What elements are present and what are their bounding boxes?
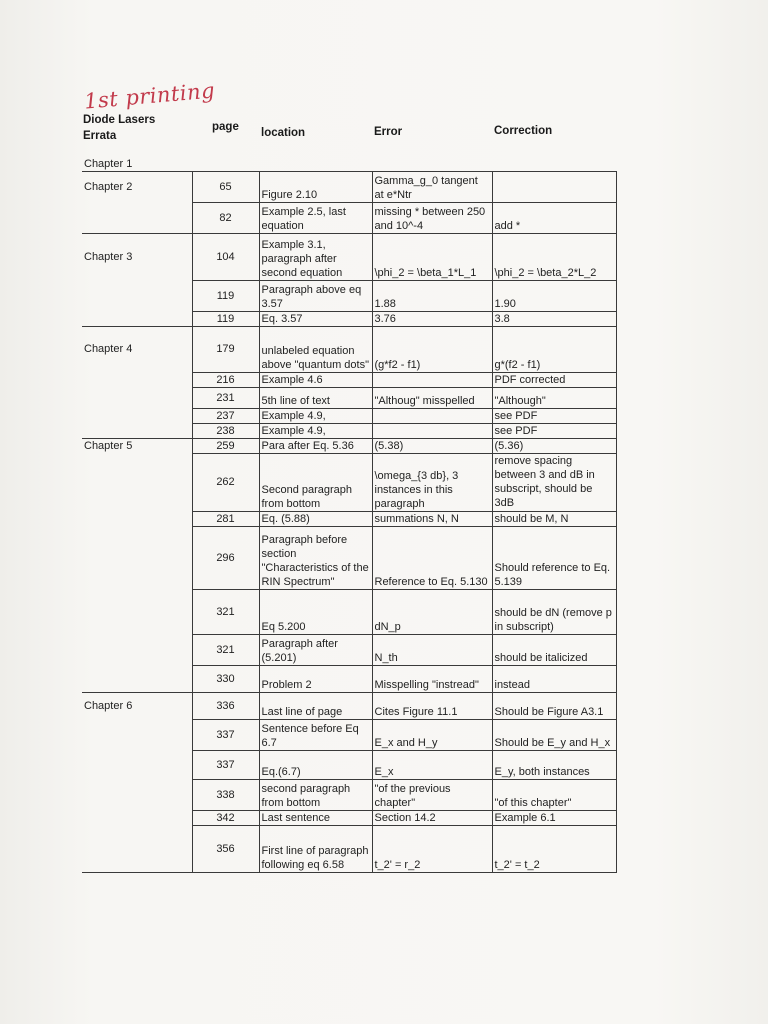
correction-cell: "Although": [492, 387, 616, 408]
handwritten-annotation: 1st printing: [83, 78, 216, 114]
correction-cell: should be dN (remove p in subscript): [492, 589, 616, 634]
table-row: [82, 408, 616, 423]
chapter-cell: [82, 453, 192, 511]
chapter-cell: [82, 372, 192, 387]
correction-cell: "of this chapter": [492, 779, 616, 810]
correction-cell: should be italicized: [492, 634, 616, 665]
location-cell: Example 4.6: [259, 372, 372, 387]
chapter-cell: [82, 202, 192, 233]
table-row: [82, 326, 616, 372]
correction-cell: Example 6.1: [492, 810, 616, 825]
chapter-cell: Chapter 5: [84, 439, 133, 452]
page-cell: 296: [192, 526, 259, 589]
location-cell: First line of paragraph following eq 6.58: [259, 825, 372, 872]
error-cell: Reference to Eq. 5.130: [372, 526, 492, 589]
location-cell: Figure 2.10: [259, 171, 372, 202]
page-cell: 231: [192, 387, 259, 408]
correction-cell: should be M, N: [492, 511, 616, 526]
table-row: [82, 171, 616, 202]
error-cell: \omega_{3 db}, 3 instances in this paragraph: [372, 453, 492, 511]
location-cell: Eq 5.200: [259, 589, 372, 634]
error-cell: summations N, N: [372, 511, 492, 526]
error-cell: E_x: [372, 750, 492, 779]
table-row: [82, 692, 616, 719]
error-cell: (5.38): [372, 438, 492, 453]
table-row: [82, 438, 616, 453]
chapter-cell: Chapter 3: [84, 250, 133, 263]
page-cell: 237: [192, 408, 259, 423]
page-cell: 262: [192, 453, 259, 511]
chapter-cell: [82, 719, 192, 750]
location-cell: Eq. (5.88): [259, 511, 372, 526]
table-row: [82, 526, 616, 589]
error-cell: t_2' = r_2: [372, 825, 492, 872]
error-cell: 3.76: [372, 311, 492, 326]
error-cell: "of the previous chapter": [372, 779, 492, 810]
chapter-cell: [82, 423, 192, 438]
chapter-cell: [82, 810, 192, 825]
page-cell: 281: [192, 511, 259, 526]
page-cell: 321: [192, 634, 259, 665]
header-error: Error: [374, 126, 403, 138]
error-cell: E_x and H_y: [372, 719, 492, 750]
correction-cell: Should be E_y and H_x: [492, 719, 616, 750]
error-cell: missing * between 250 and 10^-4: [372, 202, 492, 233]
location-cell: Para after Eq. 5.36: [259, 438, 372, 453]
error-cell: \phi_2 = \beta_1*L_1: [372, 233, 492, 280]
header-location: location: [261, 127, 306, 139]
error-cell: Cites Figure 11.1: [372, 692, 492, 719]
page-cell: 119: [192, 311, 259, 326]
page-cell: 337: [192, 719, 259, 750]
table-row: [82, 634, 616, 665]
chapter-cell: Chapter 2: [84, 180, 133, 193]
correction-cell: see PDF: [492, 423, 616, 438]
chapter-cell: [82, 779, 192, 810]
errata-table: [82, 153, 617, 873]
correction-cell: Should reference to Eq. 5.139: [492, 526, 616, 589]
page-cell: 336: [192, 692, 259, 719]
table-row: [82, 719, 616, 750]
location-cell: unlabeled equation above "quantum dots": [259, 326, 372, 372]
error-cell: Gamma_g_0 tangent at e*Ntr: [372, 171, 492, 202]
correction-cell: PDF corrected: [492, 372, 616, 387]
location-cell: Eq. 3.57: [259, 311, 372, 326]
location-cell: 5th line of text: [259, 387, 372, 408]
page-cell: 238: [192, 423, 259, 438]
page-cell: 337: [192, 750, 259, 779]
page-cell: 65: [192, 171, 259, 202]
correction-cell: remove spacing between 3 and dB in subscript, should be 3dB: [492, 453, 616, 511]
error-cell: [372, 372, 492, 387]
page-cell: 321: [192, 589, 259, 634]
correction-cell: 1.90: [492, 280, 616, 311]
location-cell: Second paragraph from bottom: [259, 453, 372, 511]
page-cell: 330: [192, 665, 259, 692]
page-cell: 119: [192, 280, 259, 311]
location-cell: Paragraph after (5.201): [259, 634, 372, 665]
table-row: [82, 511, 616, 526]
page-cell: 82: [192, 202, 259, 233]
page-cell: 216: [192, 372, 259, 387]
chapter-cell: [82, 280, 192, 311]
table-row: [82, 423, 616, 438]
error-cell: Section 14.2: [372, 810, 492, 825]
error-cell: N_th: [372, 634, 492, 665]
table-row: [82, 779, 616, 810]
location-cell: Example 4.9,: [259, 408, 372, 423]
chapter-cell: [82, 589, 192, 634]
document-title: [83, 112, 213, 144]
chapter-1-row: [82, 153, 616, 171]
header-page: page: [212, 121, 239, 133]
page-cell: 104: [192, 233, 259, 280]
correction-cell: E_y, both instances: [492, 750, 616, 779]
correction-cell: 3.8: [492, 311, 616, 326]
table-row: [82, 810, 616, 825]
error-cell: [372, 408, 492, 423]
table-row: [82, 387, 616, 408]
location-cell: Sentence before Eq 6.7: [259, 719, 372, 750]
error-cell: (g*f2 - f1): [372, 326, 492, 372]
chapter-cell: [82, 311, 192, 326]
table-row: [82, 589, 616, 634]
correction-cell: add *: [492, 202, 616, 233]
page-cell: 338: [192, 779, 259, 810]
chapter-cell: Chapter 4: [84, 343, 133, 356]
location-cell: Paragraph above eq 3.57: [259, 280, 372, 311]
page-cell: 342: [192, 810, 259, 825]
table-row: [82, 233, 616, 280]
table-row: [82, 280, 616, 311]
errata-body: [82, 153, 616, 872]
error-cell: "Althoug" misspelled: [372, 387, 492, 408]
title-line-1: Diode Lasers: [83, 114, 156, 126]
chapter-cell: [82, 634, 192, 665]
correction-cell: (5.36): [492, 438, 616, 453]
page-cell: 356: [192, 825, 259, 872]
error-cell: dN_p: [372, 589, 492, 634]
correction-cell: Should be Figure A3.1: [492, 692, 616, 719]
correction-cell: [492, 171, 616, 202]
chapter-cell: [82, 526, 192, 589]
chapter-label: Chapter 1: [82, 153, 616, 171]
correction-cell: \phi_2 = \beta_2*L_2: [492, 233, 616, 280]
chapter-cell: [82, 511, 192, 526]
table-row: [82, 372, 616, 387]
location-cell: second paragraph from bottom: [259, 779, 372, 810]
title-line-2: Errata: [83, 130, 117, 142]
chapter-cell: [82, 750, 192, 779]
correction-cell: see PDF: [492, 408, 616, 423]
location-cell: Example 2.5, last equation: [259, 202, 372, 233]
table-row: [82, 825, 616, 872]
table-row: [82, 453, 616, 511]
location-cell: Last line of page: [259, 692, 372, 719]
location-cell: Example 4.9,: [259, 423, 372, 438]
error-cell: [372, 423, 492, 438]
chapter-cell: [82, 665, 192, 692]
location-cell: Paragraph before section "Characteristics of the RIN Spectrum": [259, 526, 372, 589]
location-cell: Eq.(6.7): [259, 750, 372, 779]
chapter-cell: Chapter 6: [84, 699, 133, 712]
error-cell: Misspelling "instread": [372, 665, 492, 692]
table-row: [82, 750, 616, 779]
table-row: [82, 202, 616, 233]
header-correction: Correction: [494, 125, 553, 137]
table-row: [82, 665, 616, 692]
page-cell: 259: [192, 438, 259, 453]
location-cell: Last sentence: [259, 810, 372, 825]
location-cell: Example 3.1, paragraph after second equation: [259, 233, 372, 280]
correction-cell: g*(f2 - f1): [492, 326, 616, 372]
location-cell: Problem 2: [259, 665, 372, 692]
error-cell: 1.88: [372, 280, 492, 311]
chapter-cell: [82, 387, 192, 408]
page-cell: 179: [192, 326, 259, 372]
chapter-cell: [82, 408, 192, 423]
chapter-cell: [82, 825, 192, 872]
correction-cell: instead: [492, 665, 616, 692]
table-row: [82, 311, 616, 326]
correction-cell: t_2' = t_2: [492, 825, 616, 872]
